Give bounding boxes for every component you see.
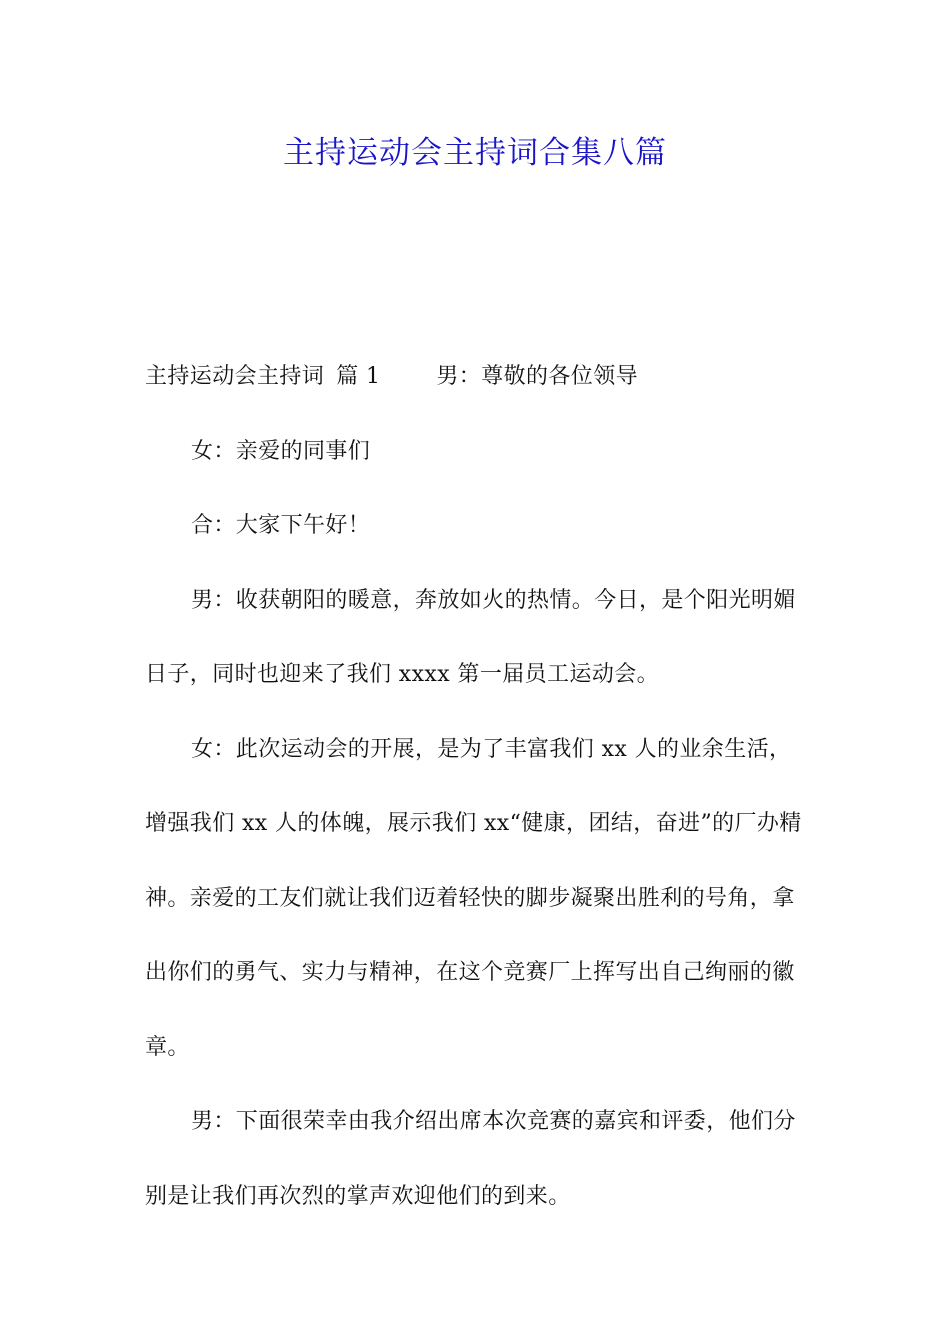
- document-title: 主持运动会主持词合集八篇: [283, 135, 667, 171]
- section-heading-line: [145, 340, 813, 415]
- paragraph-4: 女：此次运动会的开展，是为了丰富我们 xx 人的业余生活，增强我们 xx 人的体魄，展示我们 xx“健康，团结，奋进”的厂办精神。亲爱的工友们就让我们迈着轻快的脚步凝聚出胜利的号角，拿出你们的勇气、实力与精神，在这个竞赛厂上挥写出自己绚丽的徽章。: [145, 736, 802, 1060]
- paragraph-2: 合：大家下午好！: [191, 513, 371, 538]
- paragraph-1: 女：亲爱的同事们: [191, 438, 371, 464]
- document-body: [145, 340, 813, 1234]
- paragraph-0: 男：尊敬的各位领导: [436, 364, 639, 389]
- paragraph-3: 男：收获朝阳的暖意，奔放如火的热情。今日，是个阳光明媚日子，同时也迎来了我们 xxxx 第一届员工运动会。: [145, 587, 796, 687]
- section-heading: 主持运动会主持词: [145, 364, 325, 389]
- paragraph-5: 男：下面很荣幸由我介绍出席本次竞赛的嘉宾和评委，他们分别是让我们再次烈的掌声欢迎他们的到来。: [145, 1109, 796, 1209]
- section-number: 篇 1: [336, 364, 381, 389]
